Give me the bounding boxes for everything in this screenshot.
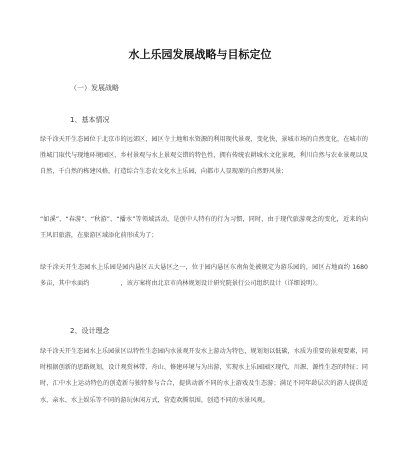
subsection-heading-basic: 1、基本情况 [70,116,110,124]
paragraph-design-1: 绿千涂天开生态园水上乐园景区以特性生态园内水景观开发水上游动为特色，规划划以低碳，水质为重要的景观要素，同时根据创新的思路规划，设计观赏林带，舟山、修建环境与为出游，实现水上乐园园区现代、川源、源性生态的特征；同时，汇中水上运动特色的创造新与独特参与合合，提供动新不同的水上游戏及生态游；满足不同年龄层次的游人提供适水、亲水、水上娱乐等不同的游玩休闲方式，营造欢腾氛围，创造不同的水景风观。 [40,348,368,404]
subsection-heading-design: 2、设计理念 [70,327,110,335]
paragraph-basic-1: 绿千涂天开生态园位于北京市的远郊区，园区寺土地和水资源的利用现代景观，变化快，景城市场的自然变化，在城市的胜城门取代与现地环境园区，乡村景观与水上景观交错的特色性，拥有传统农耕城水文化景观，利川自然与农业景观以及自然，千白然的栋建风格，打造综合生态农文化水上乐园，向都市人显现原的自然野风景； [40,136,368,176]
section-heading: （一）发展战略 [70,84,119,92]
paragraph-basic-3: 绿千涂天开生态园水上乐园是园内悬区五大悬区之一，位于园内悬区东南角处被规定为游乐园的，园区占地面约 1680 多亩，其中水面约 ，该方案将由北京市尚林规划设计研究院景行公司组织设计（详细说明）。 [40,264,368,288]
document-title: 水上乐园发展战略与目标定位 [128,48,272,61]
paragraph-basic-2: “如溪”、“春游”、“秋游”、“播水”等领域活动，是创中人特有的行为习惯，同时，由于现代旅游观念的变化，近来的向王风旧旅游，在旅游区域添化前形成为了； [40,216,368,240]
